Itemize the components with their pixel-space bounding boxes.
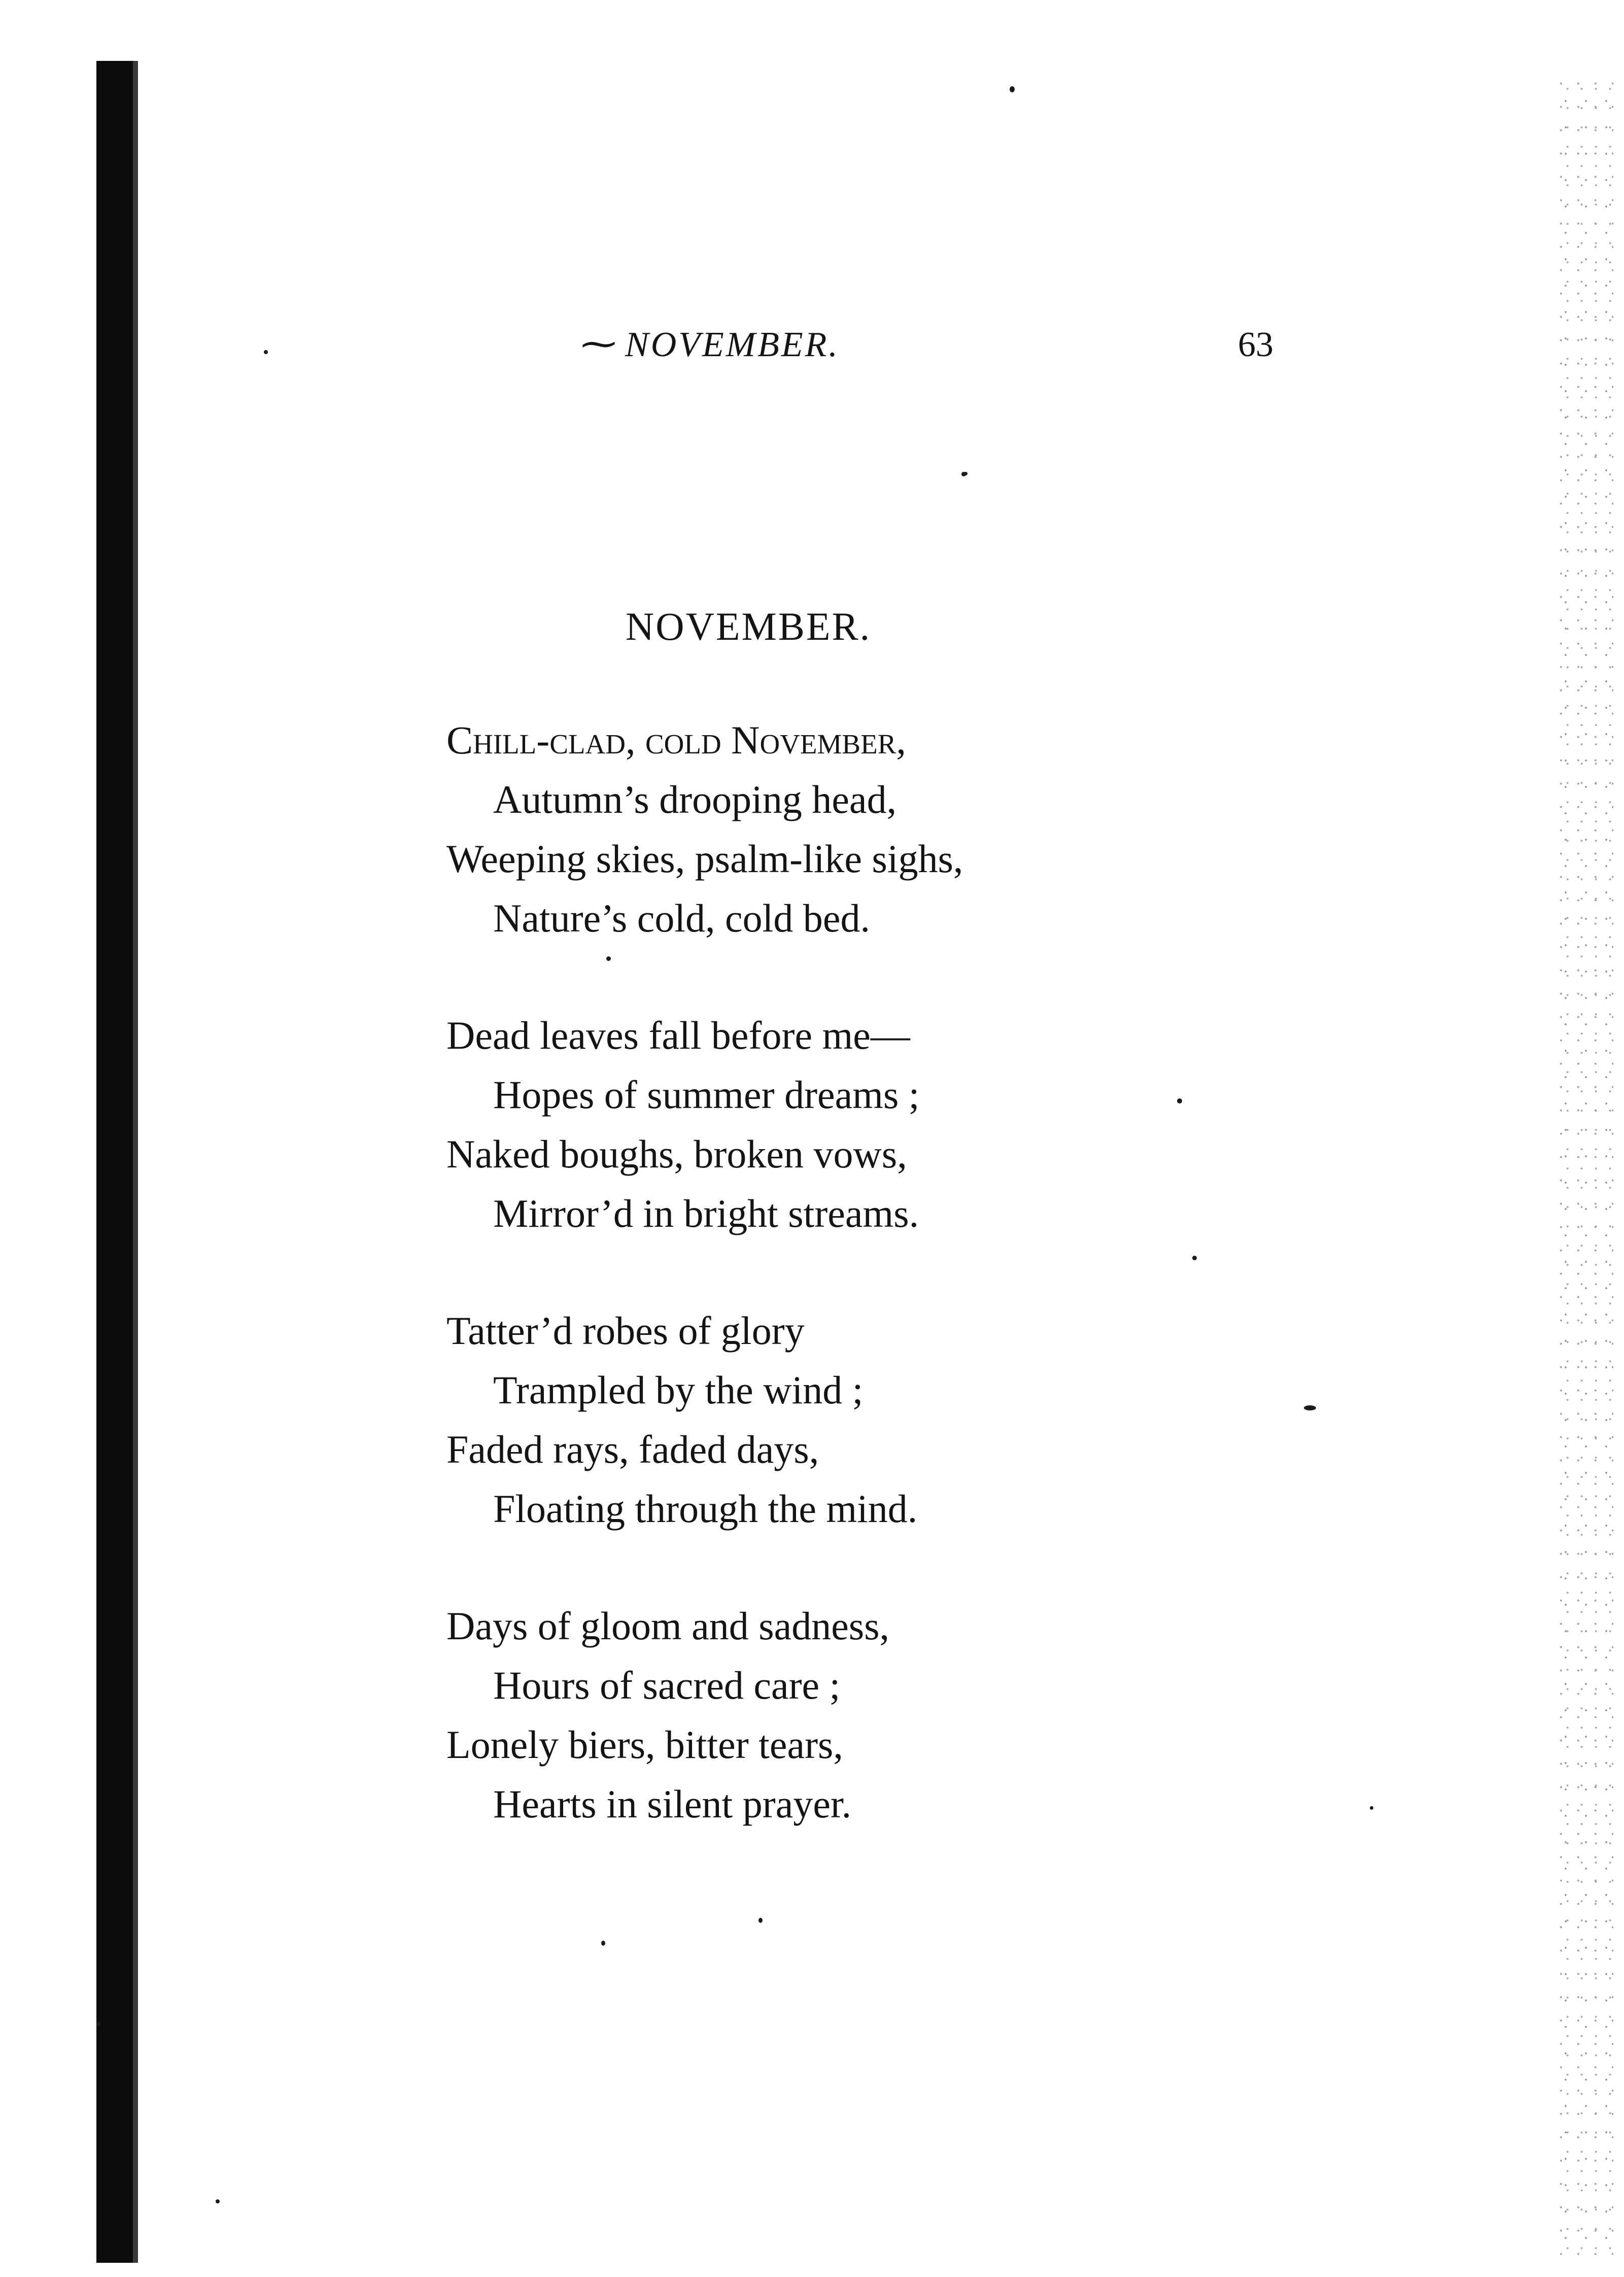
poem-line: Trampled by the wind ; bbox=[493, 1368, 863, 1412]
print-speck bbox=[216, 2199, 220, 2203]
stanza-4 bbox=[446, 1596, 1106, 1834]
page-number: 63 bbox=[1238, 325, 1273, 364]
poem-line: Chill-clad, cold November, bbox=[446, 718, 906, 762]
poem-line: Days of gloom and sadness, bbox=[446, 1604, 890, 1648]
binding-edge bbox=[133, 61, 138, 2263]
print-speck bbox=[601, 1941, 605, 1946]
poem-line: Mirror’d in bright streams. bbox=[493, 1191, 919, 1235]
print-speck bbox=[96, 2022, 101, 2026]
print-speck bbox=[1010, 86, 1015, 92]
poem-line: Dead leaves fall before me— bbox=[446, 1013, 910, 1057]
poem-line: Floating through the mind. bbox=[493, 1487, 918, 1531]
poem-title: NOVEMBER. bbox=[625, 604, 872, 648]
poem-line: Hours of sacred care ; bbox=[493, 1663, 841, 1707]
print-speck bbox=[1304, 1405, 1316, 1410]
poem-line: Hearts in silent prayer. bbox=[493, 1782, 852, 1826]
stanza-2 bbox=[446, 1006, 1106, 1243]
print-speck bbox=[1177, 1098, 1182, 1103]
poem-line: Tatter’d robes of glory bbox=[446, 1308, 805, 1353]
poem-line: Hopes of summer dreams ; bbox=[493, 1073, 920, 1117]
binding-shadow bbox=[96, 61, 133, 2263]
poem-line: Autumn’s drooping head, bbox=[493, 777, 897, 821]
poem-line: Nature’s cold, cold bed. bbox=[493, 896, 870, 940]
page-header bbox=[0, 325, 1624, 370]
print-speck bbox=[1370, 1806, 1373, 1810]
poem-line: Faded rays, faded days, bbox=[446, 1427, 819, 1471]
print-speck bbox=[964, 472, 968, 475]
stanza-3 bbox=[446, 1301, 1106, 1538]
ink-mark: ⁓ bbox=[581, 325, 616, 364]
poem-line: Lonely biers, bitter tears, bbox=[446, 1722, 843, 1767]
stanza-1 bbox=[446, 710, 1106, 948]
poem-line: Weeping skies, psalm-like sighs, bbox=[446, 837, 963, 881]
poem-line: Naked boughs, broken vows, bbox=[446, 1132, 907, 1176]
print-speck bbox=[606, 956, 611, 961]
print-speck bbox=[264, 350, 268, 354]
running-head: NOVEMBER. bbox=[625, 325, 840, 364]
print-speck bbox=[758, 1918, 763, 1923]
page-edge-speckle bbox=[1558, 81, 1613, 2263]
poem-body bbox=[446, 710, 1106, 1891]
print-speck bbox=[1192, 1256, 1197, 1260]
